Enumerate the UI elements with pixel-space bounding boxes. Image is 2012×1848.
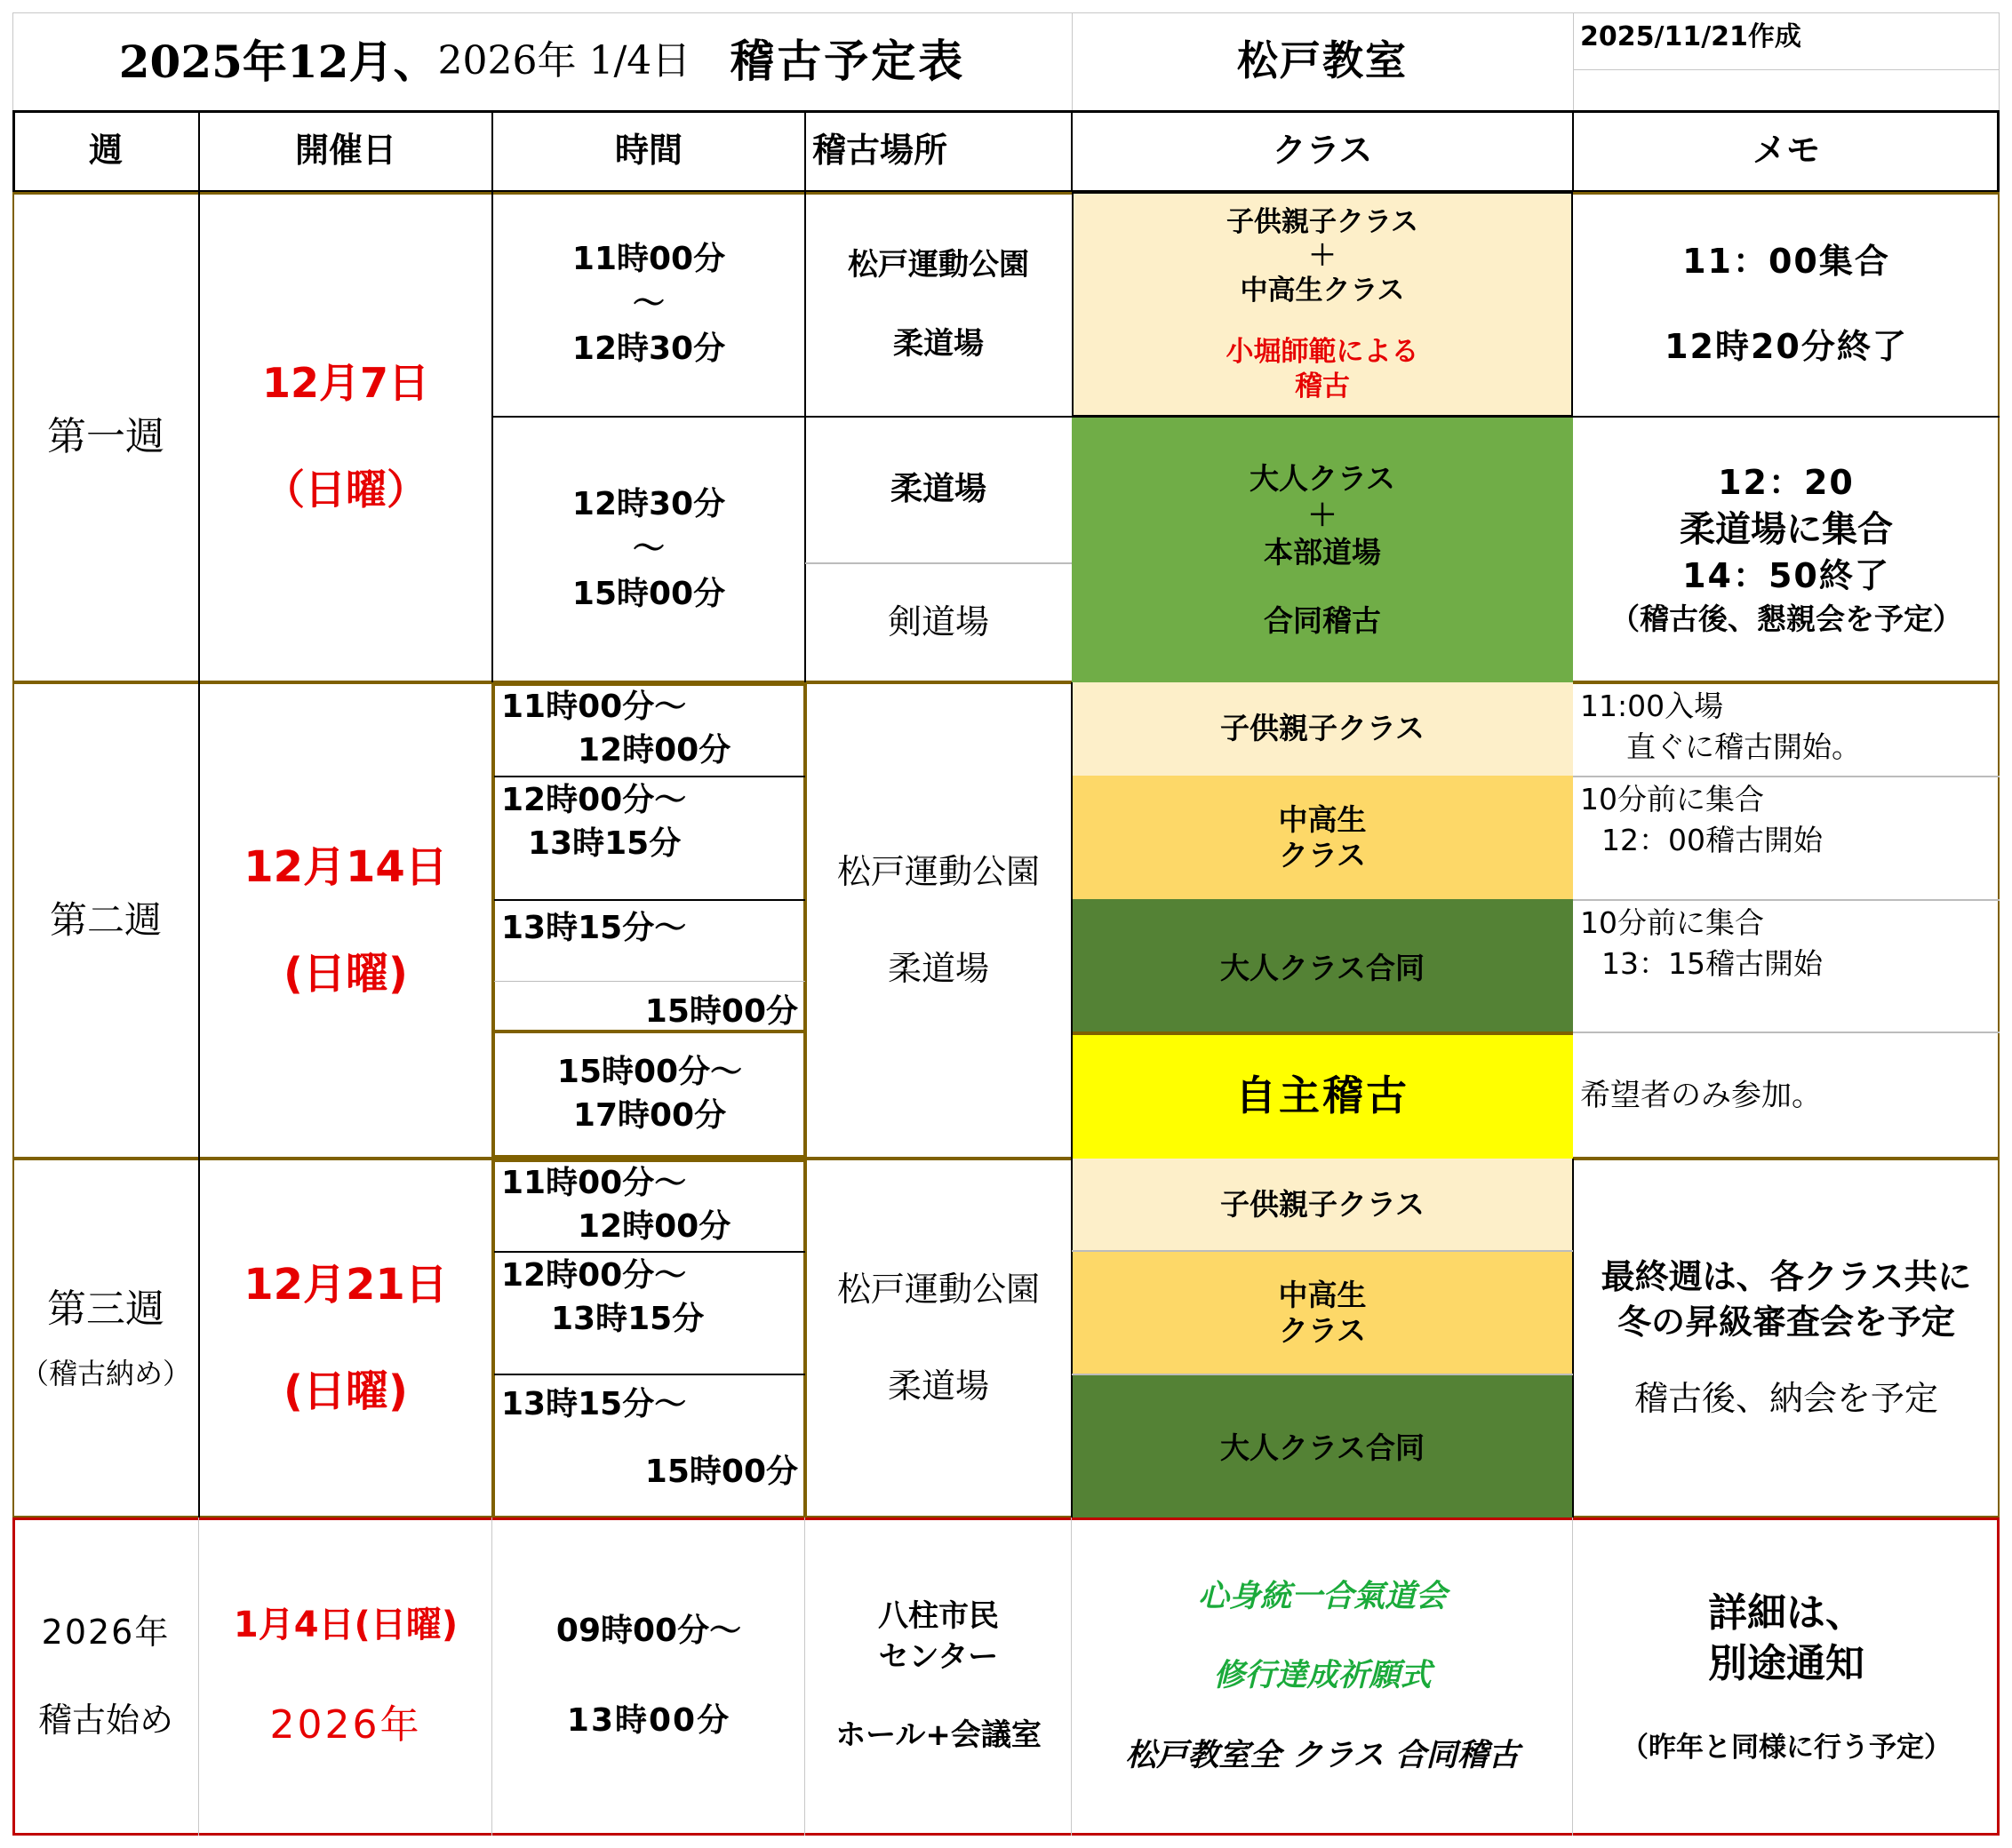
header-memo: メモ — [1752, 131, 1820, 171]
week2-row1-memo — [1573, 686, 2000, 775]
time-start: 11時00分～ — [501, 1165, 687, 1201]
week1-date: 12月7日 — [261, 359, 430, 408]
time-sep: ～ — [632, 530, 665, 568]
memo-line: 別途通知 — [1708, 1640, 1864, 1686]
place-room: 柔道場 — [887, 949, 989, 988]
memo-line: 10分前に集合 — [1580, 782, 1764, 816]
week3-sublabel: （稽古納め） — [20, 1356, 191, 1390]
week2-row1-time — [496, 686, 803, 775]
memo-line: 11：00集合 — [1682, 242, 1890, 282]
header-class: クラス — [1272, 131, 1373, 171]
memo-line: 11:00入場 — [1580, 689, 1724, 723]
class-line: クラス — [1278, 1312, 1366, 1348]
week2-row4-memo: 希望者のみ参加。 — [1580, 1078, 1822, 1114]
class-line: 中高生 — [1278, 801, 1367, 837]
week3-row2-class — [1072, 1251, 1573, 1374]
time-sep: ～ — [632, 285, 665, 323]
week1-day: （日曜） — [264, 466, 427, 514]
week2-row3-time-start: 13時15分～ — [501, 910, 687, 946]
week3-label-cell — [12, 1159, 199, 1517]
week3-place — [805, 1159, 1072, 1517]
week2-row3-memo — [1573, 903, 2000, 1027]
class-note: 小堀師範による — [1226, 335, 1419, 368]
class-line: 合同稽古 — [1264, 602, 1381, 638]
week2-row1-class: 子供親子クラス — [1219, 711, 1425, 746]
newyear-date: 1月4日(日曜) — [233, 1605, 459, 1646]
time-end: 12時00分 — [578, 731, 731, 769]
week3-date-cell — [199, 1159, 492, 1517]
title-part-a: 2025年12月、 — [118, 35, 438, 88]
page-title — [12, 12, 1072, 110]
newyear-label-text: 稽古始め — [37, 1701, 173, 1740]
week3-day: (日曜) — [283, 1366, 408, 1416]
time-start: 15時00分～ — [556, 1053, 743, 1090]
memo-line: （昨年と同様に行う予定） — [1621, 1732, 1952, 1764]
school-name: 松戸教室 — [1237, 36, 1408, 85]
time-start: 11時00分 — [571, 240, 726, 277]
memo-line: 13：15稽古開始 — [1601, 946, 1823, 982]
week2-row3-time-end: 15時00分 — [644, 993, 798, 1030]
time-end: 13時00分 — [566, 1702, 731, 1739]
place-name: 松戸運動公園 — [836, 1269, 1040, 1309]
time-start: 12時00分～ — [501, 1257, 687, 1294]
header-week: 週 — [88, 131, 123, 171]
week3-row3-class: 大人クラス合同 — [1219, 1430, 1425, 1465]
newyear-label-year: 2026年 — [41, 1612, 171, 1652]
class-line: 中高生クラス — [1240, 275, 1405, 307]
week3-row1-time — [496, 1162, 803, 1251]
week2-row4-class: 自主稽古 — [1235, 1071, 1409, 1119]
event-name: 松戸教室全 クラス 合同稽古 — [1125, 1737, 1520, 1773]
time-start: 12時00分～ — [501, 782, 687, 818]
week2-place — [805, 682, 1072, 1159]
header-place: 稽古場所 — [812, 131, 948, 171]
week1-slot1-memo — [1573, 192, 2000, 417]
time-end: 13時15分 — [551, 1300, 705, 1337]
class-line: 中高生 — [1278, 1277, 1367, 1312]
header-time: 時間 — [614, 131, 683, 171]
class-plus: ＋ — [1307, 498, 1337, 533]
class-note: 稽古 — [1295, 370, 1350, 402]
newyear-year: 2026年 — [269, 1702, 422, 1748]
memo-line: 冬の昇級審査会を予定 — [1617, 1302, 1955, 1342]
memo-line: 詳細は、 — [1708, 1589, 1864, 1636]
memo-line: 直ぐに稽古開始。 — [1626, 729, 1861, 765]
week2-row2-time — [496, 779, 803, 898]
memo-line: 柔道場に集合 — [1680, 509, 1893, 551]
newyear-place — [805, 1517, 1072, 1836]
week1-slot2-memo — [1573, 417, 2000, 682]
week2-row2-class — [1072, 776, 1573, 899]
place-name: 松戸運動公園 — [836, 851, 1040, 891]
class-plus: ＋ — [1308, 240, 1337, 273]
week3-date: 12月21日 — [244, 1259, 448, 1310]
newyear-class — [1072, 1517, 1573, 1836]
memo-line: 14：50終了 — [1682, 556, 1890, 596]
week1-slot2-place2: 剣道場 — [887, 602, 989, 642]
event-name: 修行達成祈願式 — [1213, 1658, 1432, 1694]
newyear-memo — [1573, 1517, 2000, 1836]
place-name: センター — [878, 1639, 999, 1676]
time-end: 13時15分 — [528, 824, 682, 862]
week3-row2-time — [496, 1255, 803, 1374]
class-line: 子供親子クラス — [1226, 205, 1419, 238]
week2-date-cell — [199, 682, 492, 1159]
created-date: 2025/11/21作成 — [1580, 21, 1801, 52]
class-line: 本部道場 — [1264, 534, 1381, 570]
week2-day: (日曜) — [283, 949, 408, 999]
week1-slot1-place — [805, 192, 1072, 417]
place-room: ホール+会議室 — [835, 1717, 1042, 1753]
time-end: 12時30分 — [571, 330, 726, 367]
place-room: 柔道場 — [893, 325, 984, 362]
time-end: 17時00分 — [572, 1096, 727, 1134]
week2-row2-memo — [1573, 779, 2000, 898]
week2-date: 12月14日 — [244, 841, 448, 892]
week3-row3-time-start: 13時15分～ — [501, 1386, 687, 1422]
header-date: 開催日 — [294, 131, 396, 171]
time-start: 11時00分～ — [501, 689, 687, 725]
title-part-b: 2026年 1/4日 — [437, 38, 691, 84]
time-end: 15時00分 — [571, 575, 726, 612]
week2-row3-class: 大人クラス合同 — [1219, 950, 1425, 985]
place-name: 八柱市民 — [878, 1598, 999, 1635]
memo-line: 稽古後、納会を予定 — [1633, 1378, 1938, 1418]
time-start: 09時00分～ — [555, 1613, 742, 1650]
memo-line: 12：00稽古開始 — [1601, 823, 1823, 858]
week3-label: 第三週 — [47, 1286, 164, 1332]
memo-line: （稽古後、懇親会を予定） — [1610, 601, 1962, 636]
week1-slot2-place1: 柔道場 — [890, 471, 986, 508]
class-line: 大人クラス — [1249, 461, 1395, 496]
memo-line: 12：20 — [1718, 462, 1855, 502]
place-room: 柔道場 — [887, 1366, 989, 1406]
place-name: 松戸運動公園 — [848, 247, 1029, 283]
week3-row1-class: 子供親子クラス — [1219, 1186, 1425, 1222]
time-end: 12時00分 — [578, 1207, 731, 1245]
time-start: 12時30分 — [571, 485, 726, 522]
memo-line: 12時20分終了 — [1665, 326, 1908, 366]
week1-label: 第一週 — [47, 414, 164, 460]
week2-row4-time — [496, 1033, 803, 1155]
week1-date-cell — [199, 192, 492, 682]
week1-slot1-time — [492, 192, 805, 417]
event-name: 心身統一合氣道会 — [1197, 1578, 1447, 1614]
week3-row3-time-end: 15時00分 — [644, 1454, 798, 1490]
class-line: クラス — [1278, 837, 1366, 872]
newyear-label — [12, 1517, 199, 1836]
week1-slot2-time — [492, 417, 805, 682]
memo-line: 10分前に集合 — [1580, 905, 1764, 940]
week3-memo — [1573, 1159, 2000, 1517]
week1-slot1-class — [1072, 192, 1573, 417]
week1-slot2-class — [1072, 417, 1573, 682]
newyear-time — [492, 1517, 805, 1836]
title-part-c: 稽古予定表 — [730, 35, 966, 87]
newyear-date-cell — [199, 1517, 492, 1836]
week2-label: 第二週 — [49, 897, 162, 942]
memo-line: 最終週は、各クラス共に — [1601, 1257, 1972, 1297]
